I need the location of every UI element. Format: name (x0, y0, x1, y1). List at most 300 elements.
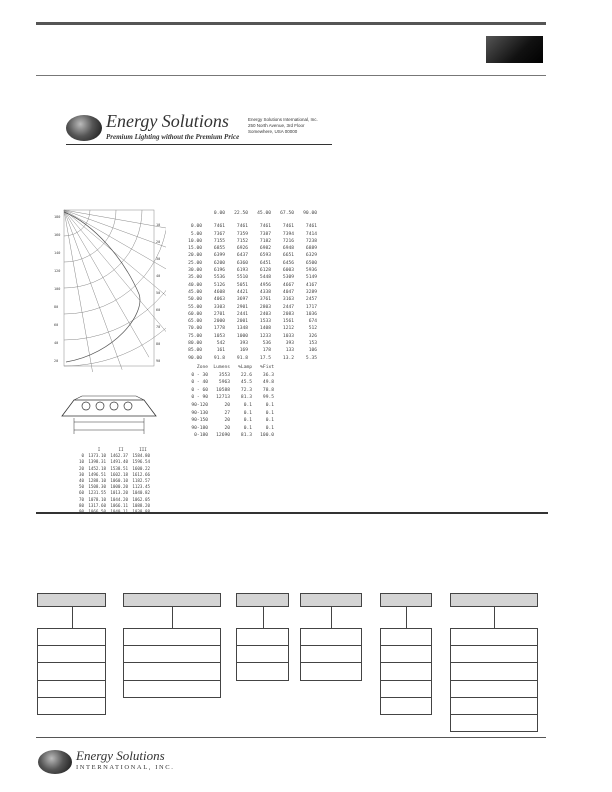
zonal-cell: 0.1 (243, 402, 252, 408)
photometric-cell: 91.8 (213, 355, 225, 361)
polar-ray (64, 210, 94, 372)
photometric-cell: 7238 (305, 238, 317, 244)
photometric-cell: 1348 (236, 326, 248, 332)
photometric-cell: 393 (239, 341, 248, 347)
zonal-row (186, 417, 274, 425)
photometric-cell: 25.00 (188, 260, 202, 266)
photometric-cell: 3761 (259, 297, 271, 303)
zonal-row (186, 394, 274, 402)
photometric-cell: 20.00 (188, 253, 202, 259)
photometric-cell: 6399 (213, 253, 225, 259)
zonal-header-cell: %Fixt (260, 365, 274, 370)
zonal-cell: 5963 (218, 380, 230, 386)
ordering-option-box (450, 645, 538, 663)
photometric-cell: 5.00 (190, 231, 202, 237)
footer-globe-icon (38, 750, 72, 774)
photometric-cell: 2901 (236, 304, 248, 310)
photometric-header-cell: 90.00 (303, 211, 317, 216)
address-line-2: 250 North Avenue, 3rd Floor (248, 123, 305, 128)
photometric-cell: 17.5 (259, 355, 271, 361)
photometric-cell: 4956 (259, 282, 271, 288)
ordering-option-box (37, 645, 106, 663)
zonal-row (186, 402, 274, 410)
ordering-connector (172, 607, 173, 628)
photometric-cell: 5536 (213, 275, 225, 281)
photometric-row (176, 340, 317, 347)
polar-left-label: 160 (54, 233, 61, 237)
photometric-cell: 536 (262, 341, 271, 347)
photometric-cell: 326 (308, 333, 317, 339)
zonal-row (186, 372, 274, 380)
photometric-row (176, 347, 317, 354)
photometric-cell: 7394 (282, 231, 294, 237)
polar-right-label: 90 (156, 359, 161, 363)
polar-right-label: 10 (156, 223, 161, 227)
zonal-header-cell: Lumens (213, 365, 230, 370)
photometric-cell: 6948 (282, 246, 294, 252)
ordering-option-box (450, 714, 538, 732)
photometric-cell: 6329 (305, 253, 317, 259)
zonal-row (186, 410, 274, 418)
candela-header-cell: III (139, 447, 147, 452)
photometric-cell: 1212 (282, 326, 294, 332)
photometric-cell: 3289 (305, 289, 317, 295)
zonal-row (186, 387, 274, 395)
photometric-cell: 2447 (282, 304, 294, 310)
ordering-option-box (380, 662, 432, 680)
zonal-cell: 22.6 (240, 372, 252, 378)
photometric-cell: 50.00 (188, 297, 202, 303)
photometric-cell: 5051 (236, 282, 248, 288)
zonal-cell: 78.8 (262, 387, 274, 393)
candela-cell: 50 (78, 484, 84, 490)
photometric-cell: 91.8 (236, 355, 248, 361)
polar-right-label: 40 (156, 274, 161, 278)
zonal-cell: 10588 (216, 387, 230, 393)
photometric-cell: 6451 (259, 260, 271, 266)
photometric-cell: 393 (285, 341, 294, 347)
photometric-cell: 6651 (282, 253, 294, 259)
ordering-option-box (450, 697, 538, 715)
candela-cell: 1538.51 (110, 465, 128, 471)
candela-cell: 20 (78, 465, 84, 471)
photometric-cell: 6982 (259, 246, 271, 252)
photometric-row (176, 333, 317, 340)
ordering-option-box (380, 697, 432, 715)
photometric-cell: 2000 (213, 319, 225, 325)
photometric-row (176, 252, 317, 259)
ordering-option-box (123, 662, 221, 680)
polar-right-label: 30 (156, 257, 161, 261)
photometric-cell: 2441 (236, 311, 248, 317)
zonal-cell: 0.1 (243, 418, 252, 424)
photometric-cell: 4063 (213, 297, 225, 303)
photometric-cell: 1036 (305, 311, 317, 317)
photometric-row (176, 274, 317, 281)
ordering-option-box (380, 680, 432, 698)
ordering-option-box (37, 680, 106, 698)
candela-cell: 1462.37 (110, 453, 128, 459)
photometric-cell: 6926 (236, 246, 248, 252)
photometric-cell: 7367 (213, 231, 225, 237)
polar-right-label: 80 (156, 342, 161, 346)
photometric-cell: 75.00 (188, 333, 202, 339)
header-badge (486, 36, 543, 63)
photometric-cell: 6003 (282, 268, 294, 274)
address-line-1: Energy Solutions International, Inc. (248, 117, 318, 122)
photometric-cell: 5448 (259, 275, 271, 281)
zonal-header-cell: Zone (196, 365, 208, 370)
photometric-cell: 1053 (213, 333, 225, 339)
photometric-cell: 10.00 (188, 238, 202, 244)
ordering-option-box (123, 645, 221, 663)
candela-cell: 1612.66 (132, 471, 150, 477)
polar-arc (64, 210, 166, 366)
photometric-row (176, 355, 317, 362)
candela-cell: 1078.10 (88, 496, 106, 502)
photometric-cell: 4608 (213, 289, 225, 295)
ordering-header-box (380, 593, 432, 607)
candela-cell: 1123.45 (132, 484, 150, 490)
photometric-row (176, 238, 317, 245)
zonal-cell: 0-180 (194, 433, 208, 439)
candela-cell: 1602.18 (110, 471, 128, 477)
photometric-cell: 3163 (282, 297, 294, 303)
section-rule (36, 512, 548, 514)
footer-rule (36, 737, 546, 738)
photometric-row (176, 267, 317, 274)
zonal-cell: 0 - 90 (191, 395, 208, 401)
logo-tagline: Premium Lighting without the Premium Price (106, 133, 240, 141)
polar-left-label: 80 (54, 305, 59, 309)
zonal-cell: 49.8 (262, 380, 274, 386)
photometric-cell: 4047 (282, 289, 294, 295)
zonal-cell: 12690 (216, 433, 230, 439)
zonal-cell: 0 - 30 (191, 372, 208, 378)
ordering-option-box (450, 662, 538, 680)
photometric-cell: 2803 (259, 304, 271, 310)
polar-right-label: 50 (156, 291, 161, 295)
photometric-row (176, 231, 317, 238)
polar-candela-chart (54, 204, 166, 372)
candela-cell: 1044.20 (110, 496, 128, 502)
polar-ray (64, 210, 166, 340)
photometric-cell: 7461 (236, 224, 248, 230)
photometric-cell: 1000 (236, 333, 248, 339)
photometric-cell: 60.00 (188, 311, 202, 317)
candela-cell: 1491.40 (110, 459, 128, 465)
photometric-cell: 30.00 (188, 268, 202, 274)
ordering-connector (494, 607, 495, 628)
ordering-header-box (450, 593, 538, 607)
photometric-row (176, 318, 317, 325)
logo-name: Energy Solutions (106, 111, 229, 131)
polar-ray (64, 210, 166, 319)
photometric-cell: 1533 (259, 319, 271, 325)
logo-block (66, 111, 334, 147)
logo-rule (66, 144, 332, 145)
candela-cell: 1452.18 (88, 465, 106, 471)
candela-cell: 1596.54 (132, 459, 150, 465)
zonal-cell: 36.3 (262, 372, 274, 378)
candela-cell: 40 (78, 478, 84, 484)
candela-cell: 80 (78, 502, 84, 508)
photometric-cell: 4167 (305, 282, 317, 288)
ordering-option-box (123, 628, 221, 646)
photometric-cell: 1408 (259, 326, 271, 332)
polar-right-label: 20 (156, 240, 161, 244)
candela-cell: 1060.10 (110, 478, 128, 484)
ordering-option-box (236, 662, 289, 680)
photometric-cell: 7216 (282, 238, 294, 244)
ordering-header-box (37, 593, 106, 607)
zonal-cell: 45.5 (240, 380, 252, 386)
photometric-cell: 7461 (282, 224, 294, 230)
photometric-cell: 3697 (236, 297, 248, 303)
polar-left-label: 140 (54, 251, 61, 255)
photometric-cell: 7152 (236, 238, 248, 244)
ordering-connector (406, 607, 407, 628)
polar-left-label: 120 (54, 269, 61, 273)
polar-left-label: 60 (54, 323, 59, 327)
photometric-cell: 2001 (236, 319, 248, 325)
header-rule (36, 75, 546, 76)
candela-cell: 1231.55 (88, 490, 106, 496)
photometric-cell: 7414 (305, 231, 317, 237)
polar-ray (64, 210, 166, 240)
photometric-cell: 1033 (282, 333, 294, 339)
ordering-option-box (450, 680, 538, 698)
photometric-cell: 6128 (259, 268, 271, 274)
photometric-row (176, 245, 317, 252)
candela-header-cell: II (118, 447, 124, 452)
photometric-cell: 1778 (213, 326, 225, 332)
photometric-cell: 0.00 (190, 224, 202, 230)
photometric-cell: 5309 (282, 275, 294, 281)
photometric-cell: 7359 (236, 231, 248, 237)
ordering-option-box (380, 645, 432, 663)
polar-left-label: 100 (54, 287, 61, 291)
photometric-row (176, 223, 317, 230)
zonal-cell: 72.3 (240, 387, 252, 393)
zonal-cell: 0.1 (265, 425, 274, 431)
zonal-cell: 81.3 (240, 433, 252, 439)
photometric-cell: 674 (308, 319, 317, 325)
ordering-connector (331, 607, 332, 628)
photometric-cell: 2403 (259, 311, 271, 317)
photometric-cell: 5.35 (305, 355, 317, 361)
photometric-cell: 2083 (282, 311, 294, 317)
candela-cell: 0 (81, 453, 84, 459)
zonal-cell: 0.1 (265, 410, 274, 416)
ordering-option-box (450, 628, 538, 646)
candela-cell: 1066.11 (110, 502, 128, 508)
photometric-cell: 5149 (305, 275, 317, 281)
zonal-cell: 99.5 (262, 395, 274, 401)
photometric-cell: 106 (308, 348, 317, 354)
photometric-header-cell: 0.00 (213, 211, 225, 216)
candela-cell: 1000.20 (110, 484, 128, 490)
ordering-option-box (123, 680, 221, 698)
photometric-cell: 5126 (213, 282, 225, 288)
photometric-header-cell: 67.50 (280, 211, 294, 216)
photometric-cell: 1717 (305, 304, 317, 310)
photometric-cell: 7461 (305, 224, 317, 230)
candela-cell: 1317.60 (88, 502, 106, 508)
photometric-cell: 4421 (236, 289, 248, 295)
photometric-cell: 7182 (259, 238, 271, 244)
zonal-row (186, 432, 274, 440)
footer-logo-sub: INTERNATIONAL, INC. (76, 764, 175, 771)
photometric-row (176, 260, 317, 267)
polar-left-label: 40 (54, 341, 59, 345)
photometric-header-cell: 22.50 (234, 211, 248, 216)
photometric-cell: 5510 (236, 275, 248, 281)
ordering-connector (72, 607, 73, 628)
photometric-cell: 5936 (305, 268, 317, 274)
ordering-option-box (37, 628, 106, 646)
fixture-cross-section (60, 388, 160, 438)
candela-cell: 10 (78, 459, 84, 465)
zonal-header (186, 364, 274, 372)
candela-cell: 1013.20 (110, 490, 128, 496)
photometric-cell: 512 (308, 326, 317, 332)
ordering-option-box (236, 645, 289, 663)
zonal-cell: 90-120 (191, 402, 208, 408)
photometric-cell: 133 (285, 348, 294, 354)
footer-logo-name: Energy Solutions (76, 748, 165, 763)
photometric-cell: 6456 (282, 260, 294, 266)
polar-right-label: 60 (156, 308, 161, 312)
photometric-cell: 542 (216, 341, 225, 347)
ordering-connector (263, 607, 264, 628)
photometric-cell: 1561 (282, 319, 294, 325)
photometric-cell: 6500 (305, 260, 317, 266)
photometric-cell: 6200 (213, 260, 225, 266)
polar-right-label: 70 (156, 325, 161, 329)
zonal-cell: 20 (224, 402, 230, 408)
candela-cell: 1288.10 (88, 478, 106, 484)
polar-arc (64, 210, 166, 340)
zonal-cell: 0.1 (243, 425, 252, 431)
photometric-cell: 6855 (213, 246, 225, 252)
ordering-option-box (300, 628, 362, 646)
candela-cell: 1062.05 (132, 496, 150, 502)
candela-cell: 1496.51 (88, 471, 106, 477)
zonal-cell: 100.0 (260, 433, 274, 439)
zonal-cell: 12713 (216, 395, 230, 401)
ordering-option-box (300, 645, 362, 663)
photometric-cell: 80.00 (188, 341, 202, 347)
photometric-row (176, 289, 317, 296)
photometric-cell: 169 (239, 348, 248, 354)
photometric-cell: 6437 (236, 253, 248, 259)
photometric-cell: 90.00 (188, 355, 202, 361)
candela-cell: 1373.10 (88, 453, 106, 459)
photometric-cell: 45.00 (188, 289, 202, 295)
zonal-cell: 90-130 (191, 410, 208, 416)
photometric-row (176, 304, 317, 311)
photometric-table (176, 210, 317, 362)
candela-cell: 1398.31 (88, 459, 106, 465)
photometric-cell: 65.00 (188, 319, 202, 325)
photometric-row (176, 311, 317, 318)
photometric-row (176, 282, 317, 289)
top-rule (36, 22, 546, 25)
candela-cell: 1182.57 (132, 478, 150, 484)
photometric-cell: 1233 (259, 333, 271, 339)
ordering-option-box (300, 662, 362, 680)
footer-logo (38, 748, 178, 778)
zonal-row (186, 425, 274, 433)
photometric-cell: 15.00 (188, 246, 202, 252)
photometric-cell: 6593 (259, 253, 271, 259)
zonal-cell: 0.1 (243, 410, 252, 416)
candela-cell: 30 (78, 471, 84, 477)
photometric-cell: 4667 (282, 282, 294, 288)
photometric-cell: 161 (216, 348, 225, 354)
zonal-cell: 0 - 40 (191, 380, 208, 386)
zonal-cell: 0 - 60 (191, 387, 208, 393)
globe-icon (66, 115, 102, 141)
address-line-3: Somewhere, USA 00000 (248, 129, 298, 134)
photometric-cell: 55.00 (188, 304, 202, 310)
ordering-header-box (236, 593, 289, 607)
polar-left-label: 180 (54, 215, 61, 219)
photometric-cell: 4338 (259, 289, 271, 295)
photometric-cell: 3303 (213, 304, 225, 310)
photometric-cell: 40.00 (188, 282, 202, 288)
zonal-cell: 0.1 (265, 418, 274, 424)
ordering-header-box (123, 593, 221, 607)
candela-cell: 70 (78, 496, 84, 502)
ordering-option-box (37, 662, 106, 680)
ordering-header-box (300, 593, 362, 607)
candela-header-cell: I (97, 447, 101, 452)
polar-ray (64, 210, 122, 370)
photometric-cell: 7155 (213, 238, 225, 244)
photometric-cell: 7461 (213, 224, 225, 230)
photometric-cell: 178 (262, 348, 271, 354)
logo-address (248, 117, 318, 135)
zonal-cell: 27 (224, 410, 230, 416)
photometric-header (176, 210, 317, 217)
photometric-cell: 6889 (305, 246, 317, 252)
zonal-cell: 90-150 (191, 418, 208, 424)
candela-cell: 60 (78, 490, 84, 496)
photometric-cell: 6193 (236, 268, 248, 274)
photometric-row (176, 325, 317, 332)
zonal-cell: 20 (224, 418, 230, 424)
photometric-row (176, 296, 317, 303)
zonal-lumen-table (186, 364, 274, 440)
photometric-cell: 6360 (236, 260, 248, 266)
candela-cell: 1508.30 (88, 484, 106, 490)
photometric-cell: 7387 (259, 231, 271, 237)
zonal-cell: 90-180 (191, 425, 208, 431)
zonal-cell: 20 (224, 425, 230, 431)
photometric-cell: 35.00 (188, 275, 202, 281)
candela-cell: 1584.80 (132, 453, 150, 459)
ordering-option-box (37, 697, 106, 715)
candela-cell: 1088.20 (132, 502, 150, 508)
photometric-cell: 13.2 (282, 355, 294, 361)
polar-left-label: 20 (54, 359, 59, 363)
photometric-cell: 2457 (305, 297, 317, 303)
ordering-option-box (236, 628, 289, 646)
photometric-cell: 70.00 (188, 326, 202, 332)
photometric-cell: 85.00 (188, 348, 202, 354)
